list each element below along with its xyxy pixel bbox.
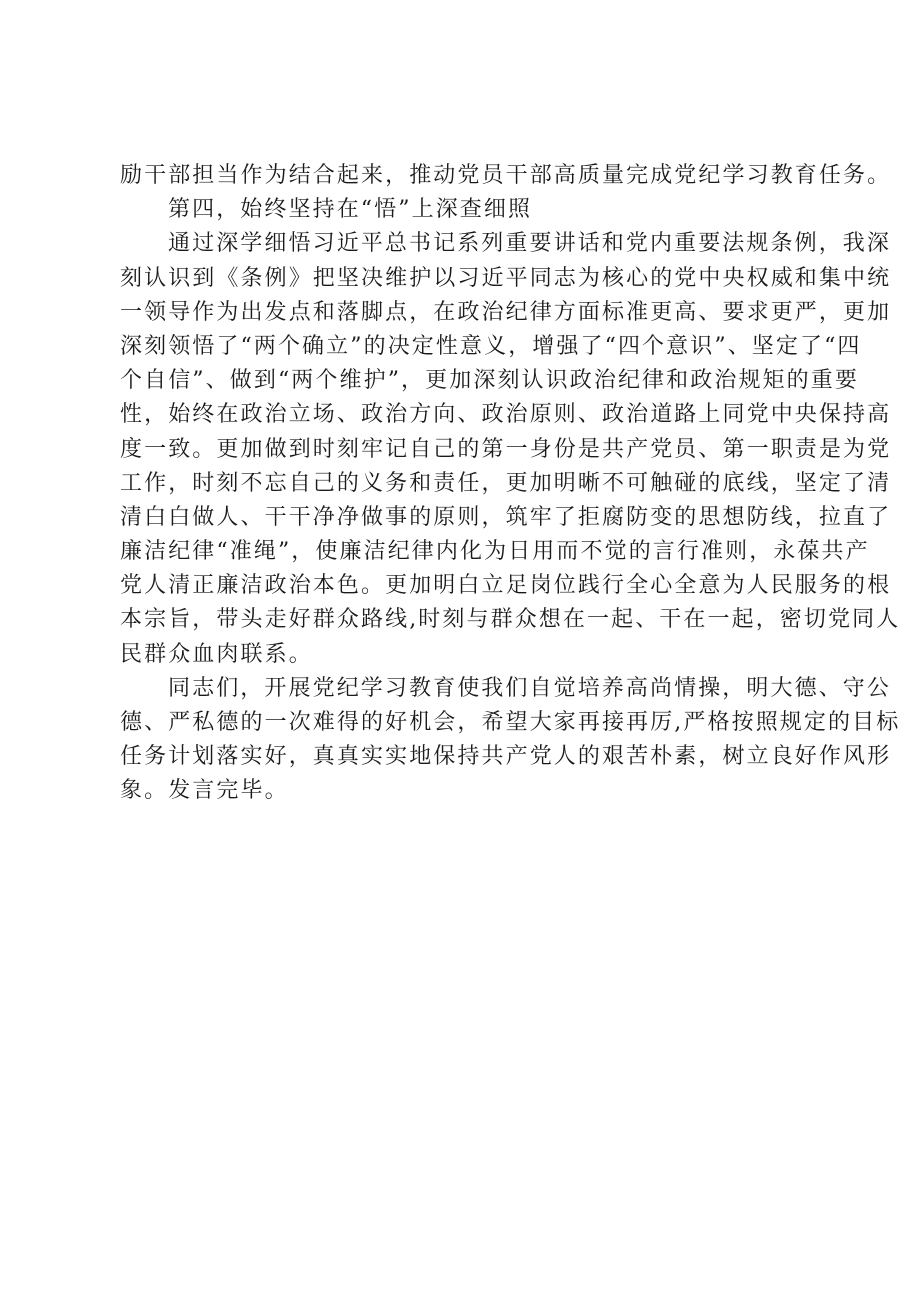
paragraph-line: 工作，时刻不忘自己的义务和责任，更加明晰不可触碰的底线，坚定了清	[120, 470, 892, 496]
paragraph-line: 象。发言完毕。	[120, 778, 289, 804]
paragraph-line: 本宗旨，带头走好群众路线,时刻与群众想在一起、干在一起，密切党同人	[120, 607, 901, 633]
paragraph-line: 度一致。更加做到时刻牢记自己的第一身份是共产党员、第一职责是为党	[120, 436, 892, 462]
paragraph-line: 任务计划落实好，真真实实地保持共产党人的艰苦朴素，树立良好作风形	[120, 744, 892, 770]
paragraph-line: 一领导作为出发点和落脚点，在政治纪律方面标准更高、要求更严，更加	[120, 299, 892, 325]
section-heading: 第四，始终坚持在“悟”上深查细照	[168, 197, 533, 223]
paragraph-closing	[120, 672, 901, 809]
paragraph-line: 通过深学细悟习近平总书记系列重要讲话和党内重要法规条例，我深	[168, 231, 892, 257]
paragraph-line: 民群众血肉联系。	[120, 641, 313, 667]
paragraph-line: 深刻领悟了“两个确立”的决定性意义，增强了“四个意识”、坚定了“四	[120, 333, 862, 359]
paragraph-line: 个自信”、做到“两个维护”，更加深刻认识政治纪律和政治规矩的重要	[120, 368, 859, 394]
document-body	[120, 159, 901, 809]
paragraph-line: 同志们，开展党纪学习教育使我们自觉培养高尚情操，明大德、守公	[168, 675, 892, 701]
paragraph-line: 清白白做人、干干净净做事的原则，筑牢了拒腐防变的思想防线，拉直了	[120, 504, 892, 530]
continuation-line: 励干部担当作为结合起来，推动党员干部高质量完成党纪学习教育任务。	[120, 163, 892, 188]
paragraph-line: 党人清正廉洁政治本色。更加明白立足岗位践行全心全意为人民服务的根	[120, 573, 892, 599]
paragraph-line: 德、严私德的一次难得的好机会，希望大家再接再厉,严格按照规定的目标	[120, 710, 901, 735]
paragraph-line: 刻认识到《条例》把坚决维护以习近平同志为核心的党中央权威和集中统	[120, 265, 892, 291]
paragraph-line: 廉洁纪律“准绳”，使廉洁纪律内化为日用而不觉的言行准则，永葆共产	[120, 539, 870, 565]
paragraph-understanding	[120, 227, 901, 671]
paragraph-line: 性，始终在政治立场、政治方向、政治原则、政治道路上同党中央保持高	[120, 402, 892, 428]
